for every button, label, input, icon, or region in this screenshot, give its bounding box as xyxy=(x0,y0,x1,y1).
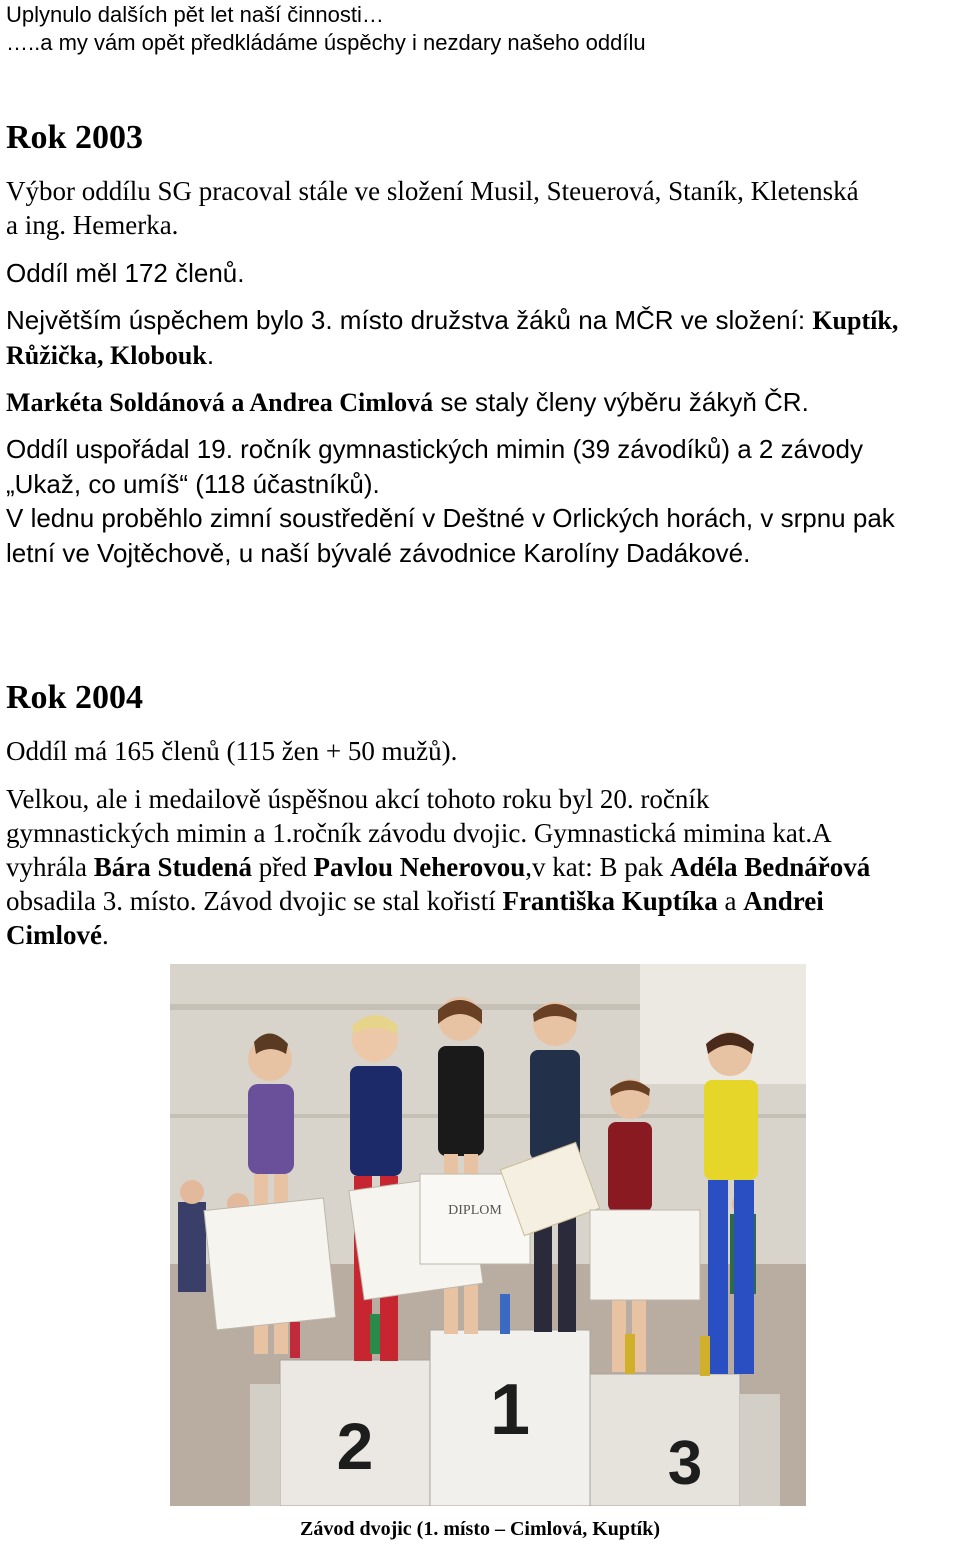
success-names-2: Růžička, Klobouk xyxy=(6,341,207,370)
pair-name-2: Andrei xyxy=(743,886,824,916)
diploma-text: DIPLOM xyxy=(448,1203,502,1218)
success-line-1 xyxy=(6,303,898,338)
organized-line-1: Oddíl uspořádal 19. ročník gymnastických mimin (39 závodíků) a 2 závody xyxy=(6,434,863,464)
event-text: vyhrála xyxy=(6,852,94,882)
event-line-4 xyxy=(6,884,824,918)
selection-names: Markéta Soldánová a Andrea Cimlová xyxy=(6,388,434,417)
pair-name-1: Františka Kuptíka xyxy=(502,886,718,916)
podium-number-3: 3 xyxy=(667,1429,703,1498)
event-text: a xyxy=(717,886,744,916)
podium-photo xyxy=(170,964,806,1506)
pair-name-2-cont: Cimlové xyxy=(6,920,102,950)
podium-number-2: 2 xyxy=(336,1409,374,1483)
third-name: Adéla Bednářová xyxy=(670,852,871,882)
intro-line-1: Uplynulo dalších pět let naší činnosti… xyxy=(6,2,384,27)
event-line-1: Velkou, ale i medailově úspěšnou akcí tohoto roku byl 20. ročník xyxy=(6,784,710,814)
committee-line-1: Výbor oddílu SG pracoval stále ve složení Musil, Steuerová, Staník, Kletenská xyxy=(6,176,859,206)
event-line-5 xyxy=(6,918,109,952)
success-names-1: Kuptík, xyxy=(812,306,899,335)
selection-line xyxy=(6,385,809,420)
intro-line-2: …..a my vám opět předkládáme úspěchy i nezdary našeho oddílu xyxy=(6,30,646,55)
heading-2003: Rok 2003 xyxy=(6,119,143,156)
event-text: obsadila 3. místo. Závod dvojic se stal kořistí xyxy=(6,886,503,916)
event-text: ,v kat: B pak xyxy=(525,852,670,882)
podium-illustration xyxy=(170,964,806,1506)
second-name: Pavlou Neherovou xyxy=(313,852,526,882)
selection-rest: se staly členy výběru žákyň ČR. xyxy=(433,387,809,417)
event-line-2: gymnastických mimin a 1.ročník závodu dvojic. Gymnastická mimina kat.A xyxy=(6,818,832,848)
success-text: Největším úspěchem bylo 3. místo družstva žáků na MČR ve složení: xyxy=(6,305,813,335)
event-line-3 xyxy=(6,850,870,884)
event-end: . xyxy=(101,920,109,950)
podium-number-1: 1 xyxy=(489,1370,531,1450)
organized-line-2: „Ukaž, co umíš“ (118 účastníků). xyxy=(6,469,380,499)
success-end: . xyxy=(206,340,215,370)
camps-line-1: V lednu proběhlo zimní soustředění v Deštné v Orlických horách, v srpnu pak xyxy=(6,503,895,533)
members-2004: Oddíl má 165 členů (115 žen + 50 mužů). xyxy=(6,736,458,766)
photo-caption: Závod dvojic (1. místo – Cimlová, Kuptík) xyxy=(299,1518,661,1540)
heading-2004: Rok 2004 xyxy=(6,679,143,716)
members-2003: Oddíl měl 172 členů. xyxy=(6,258,245,288)
event-text: před xyxy=(252,852,314,882)
winner-name: Bára Studená xyxy=(93,852,253,882)
committee-line-2: a ing. Hemerka. xyxy=(6,210,179,240)
camps-line-2: letní ve Vojtěchově, u naší bývalé závodnice Karolíny Dadákové. xyxy=(6,538,751,568)
success-line-2 xyxy=(6,338,214,373)
